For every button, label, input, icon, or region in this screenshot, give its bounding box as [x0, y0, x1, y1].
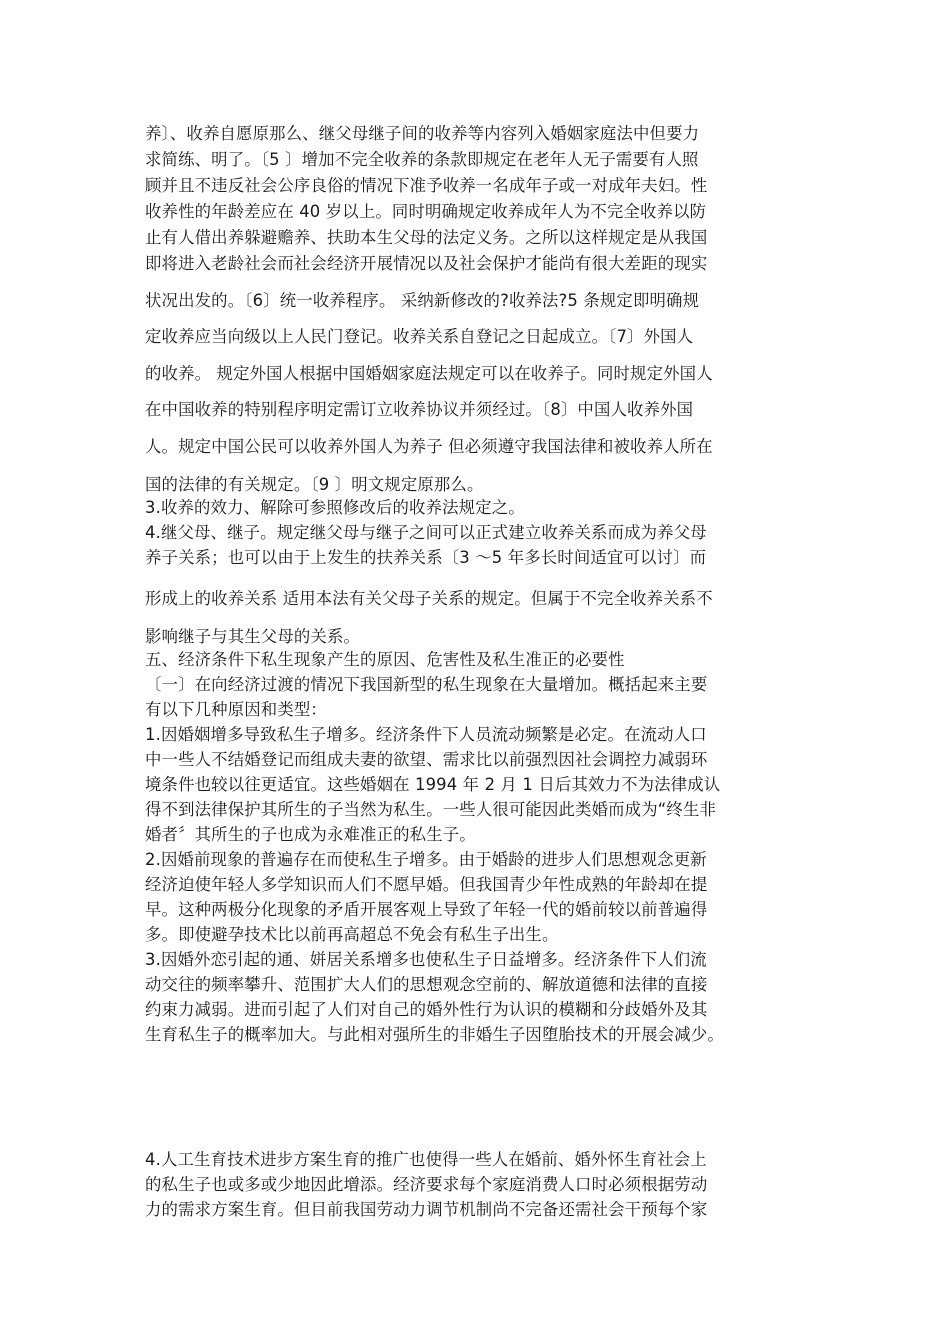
text-line: 养子关系；也可以由于上发生的扶养关系〔3 ～5 年多长时间适宜可以讨〕而 [145, 548, 707, 567]
text-line: 4.继父母、继子。规定继父母与继子之间可以正式建立收养关系而成为养父母 [145, 523, 707, 542]
text-line: 中一些人不结婚登记而组成夫妻的欲望、需求比以前强烈因社会调控力减弱环 [145, 750, 708, 769]
text-line: 在中国收养的特别程序明定需订立收养协议并须经过。〔8〕中国人收养外国 [145, 400, 694, 419]
text-line: 的私生子也或多或少地因此增添。经济要求每个家庭消费人口时必须根据劳动 [145, 1175, 708, 1194]
text-line: 3.因婚外恋引起的通、姘居关系增多也使私生子日益增多。经济条件下人们流 [145, 950, 707, 969]
text-line: 约束力减弱。进而引起了人们对自己的婚外性行为认识的模糊和分歧婚外及其 [145, 1000, 708, 1019]
text-line: 多。即使避孕技术比以前再高超总不免会有私生子出生。 [145, 925, 559, 944]
text-line: 〔一〕在向经济过渡的情况下我国新型的私生现象在大量增加。概括起来主要 [145, 675, 708, 694]
text-line: 4.人工生育技术进步方案生育的推广也使得一些人在婚前、婚外怀生育社会上 [145, 1150, 707, 1169]
text-line: 境条件也较以往更适宜。这些婚姻在 1994 年 2 月 1 日后其效力不为法律成认 [145, 775, 721, 794]
text-line: 经济迫使年轻人多学知识而人们不愿早婚。但我国青少年性成熟的年龄却在提 [145, 875, 708, 894]
text-line: 国的法律的有关规定。〔9 〕明文规定原那么。 [145, 475, 484, 494]
text-line: 人。规定中国公民可以收养外国人为养子 但必须遵守我国法律和被收养人所在 [145, 437, 713, 456]
text-line: 养〕、收养自愿原那么、继父母继子间的收养等内容列入婚姻家庭法中但要力 [145, 124, 700, 143]
text-line: 顾并且不违反社会公序良俗的情况下准予收养一名成年子或一对成年夫妇。性 [145, 176, 708, 195]
text-line: 动交往的频率攀升、范围扩大人们的思想观念空前的、解放道德和法律的直接 [145, 975, 708, 994]
section-heading: 五、经济条件下私生现象产生的原因、危害性及私生准正的必要性 [145, 650, 625, 669]
text-line: 婚者〞其所生的子也成为永难准正的私生子。 [145, 825, 476, 844]
text-line: 求简练、明了。〔5 〕增加不完全收养的条款即规定在老年人无子需要有人照 [145, 150, 699, 169]
text-line: 即将进入老龄社会而社会经济开展情况以及社会保护才能尚有很大差距的现实 [145, 254, 708, 273]
text-line: 影响继子与其生父母的关系。 [145, 627, 361, 646]
text-line: 形成上的收养关系 适用本法有关父母子关系的规定。但属于不完全收养关系不 [145, 589, 713, 608]
text-line: 3.收养的效力、解除可参照修改后的收养法规定之。 [145, 498, 525, 517]
text-line: 得不到法律保护其所生的子当然为私生。一些人很可能因此类婚而成为“终生非 [145, 800, 717, 819]
text-line: 力的需求方案生育。但目前我国劳动力调节机制尚不完备还需社会干预每个家 [145, 1200, 708, 1219]
text-line: 定收养应当向级以上人民门登记。收养关系自登记之日起成立。〔7〕外国人 [145, 327, 694, 346]
text-line: 状况出发的。〔6〕统一收养程序。 采纳新修改的?收养法?5 条规定即明确规 [145, 291, 700, 310]
text-line: 2.因婚前现象的普遍存在而使私生子增多。由于婚龄的进步人们思想观念更新 [145, 850, 707, 869]
text-line: 有以下几种原因和类型： [145, 700, 327, 719]
text-line: 早。这种两极分化现象的矛盾开展客观上导致了年轻一代的婚前较以前普遍得 [145, 900, 708, 919]
text-line: 止有人借出养躲避赡养、扶助本生父母的法定义务。之所以这样规定是从我国 [145, 228, 708, 247]
text-line: 收养性的年龄差应在 40 岁以上。同时明确规定收养成年人为不完全收养以防 [145, 202, 707, 221]
text-line: 的收养。 规定外国人根据中国婚姻家庭法规定可以在收养子。同时规定外国人 [145, 364, 713, 383]
text-line: 1.因婚姻增多导致私生子增多。经济条件下人员流动频繁是必定。在流动人口 [145, 725, 707, 744]
text-line: 生育私生子的概率加大。与此相对强所生的非婚生子因堕胎技术的开展会减少。 [145, 1025, 724, 1044]
